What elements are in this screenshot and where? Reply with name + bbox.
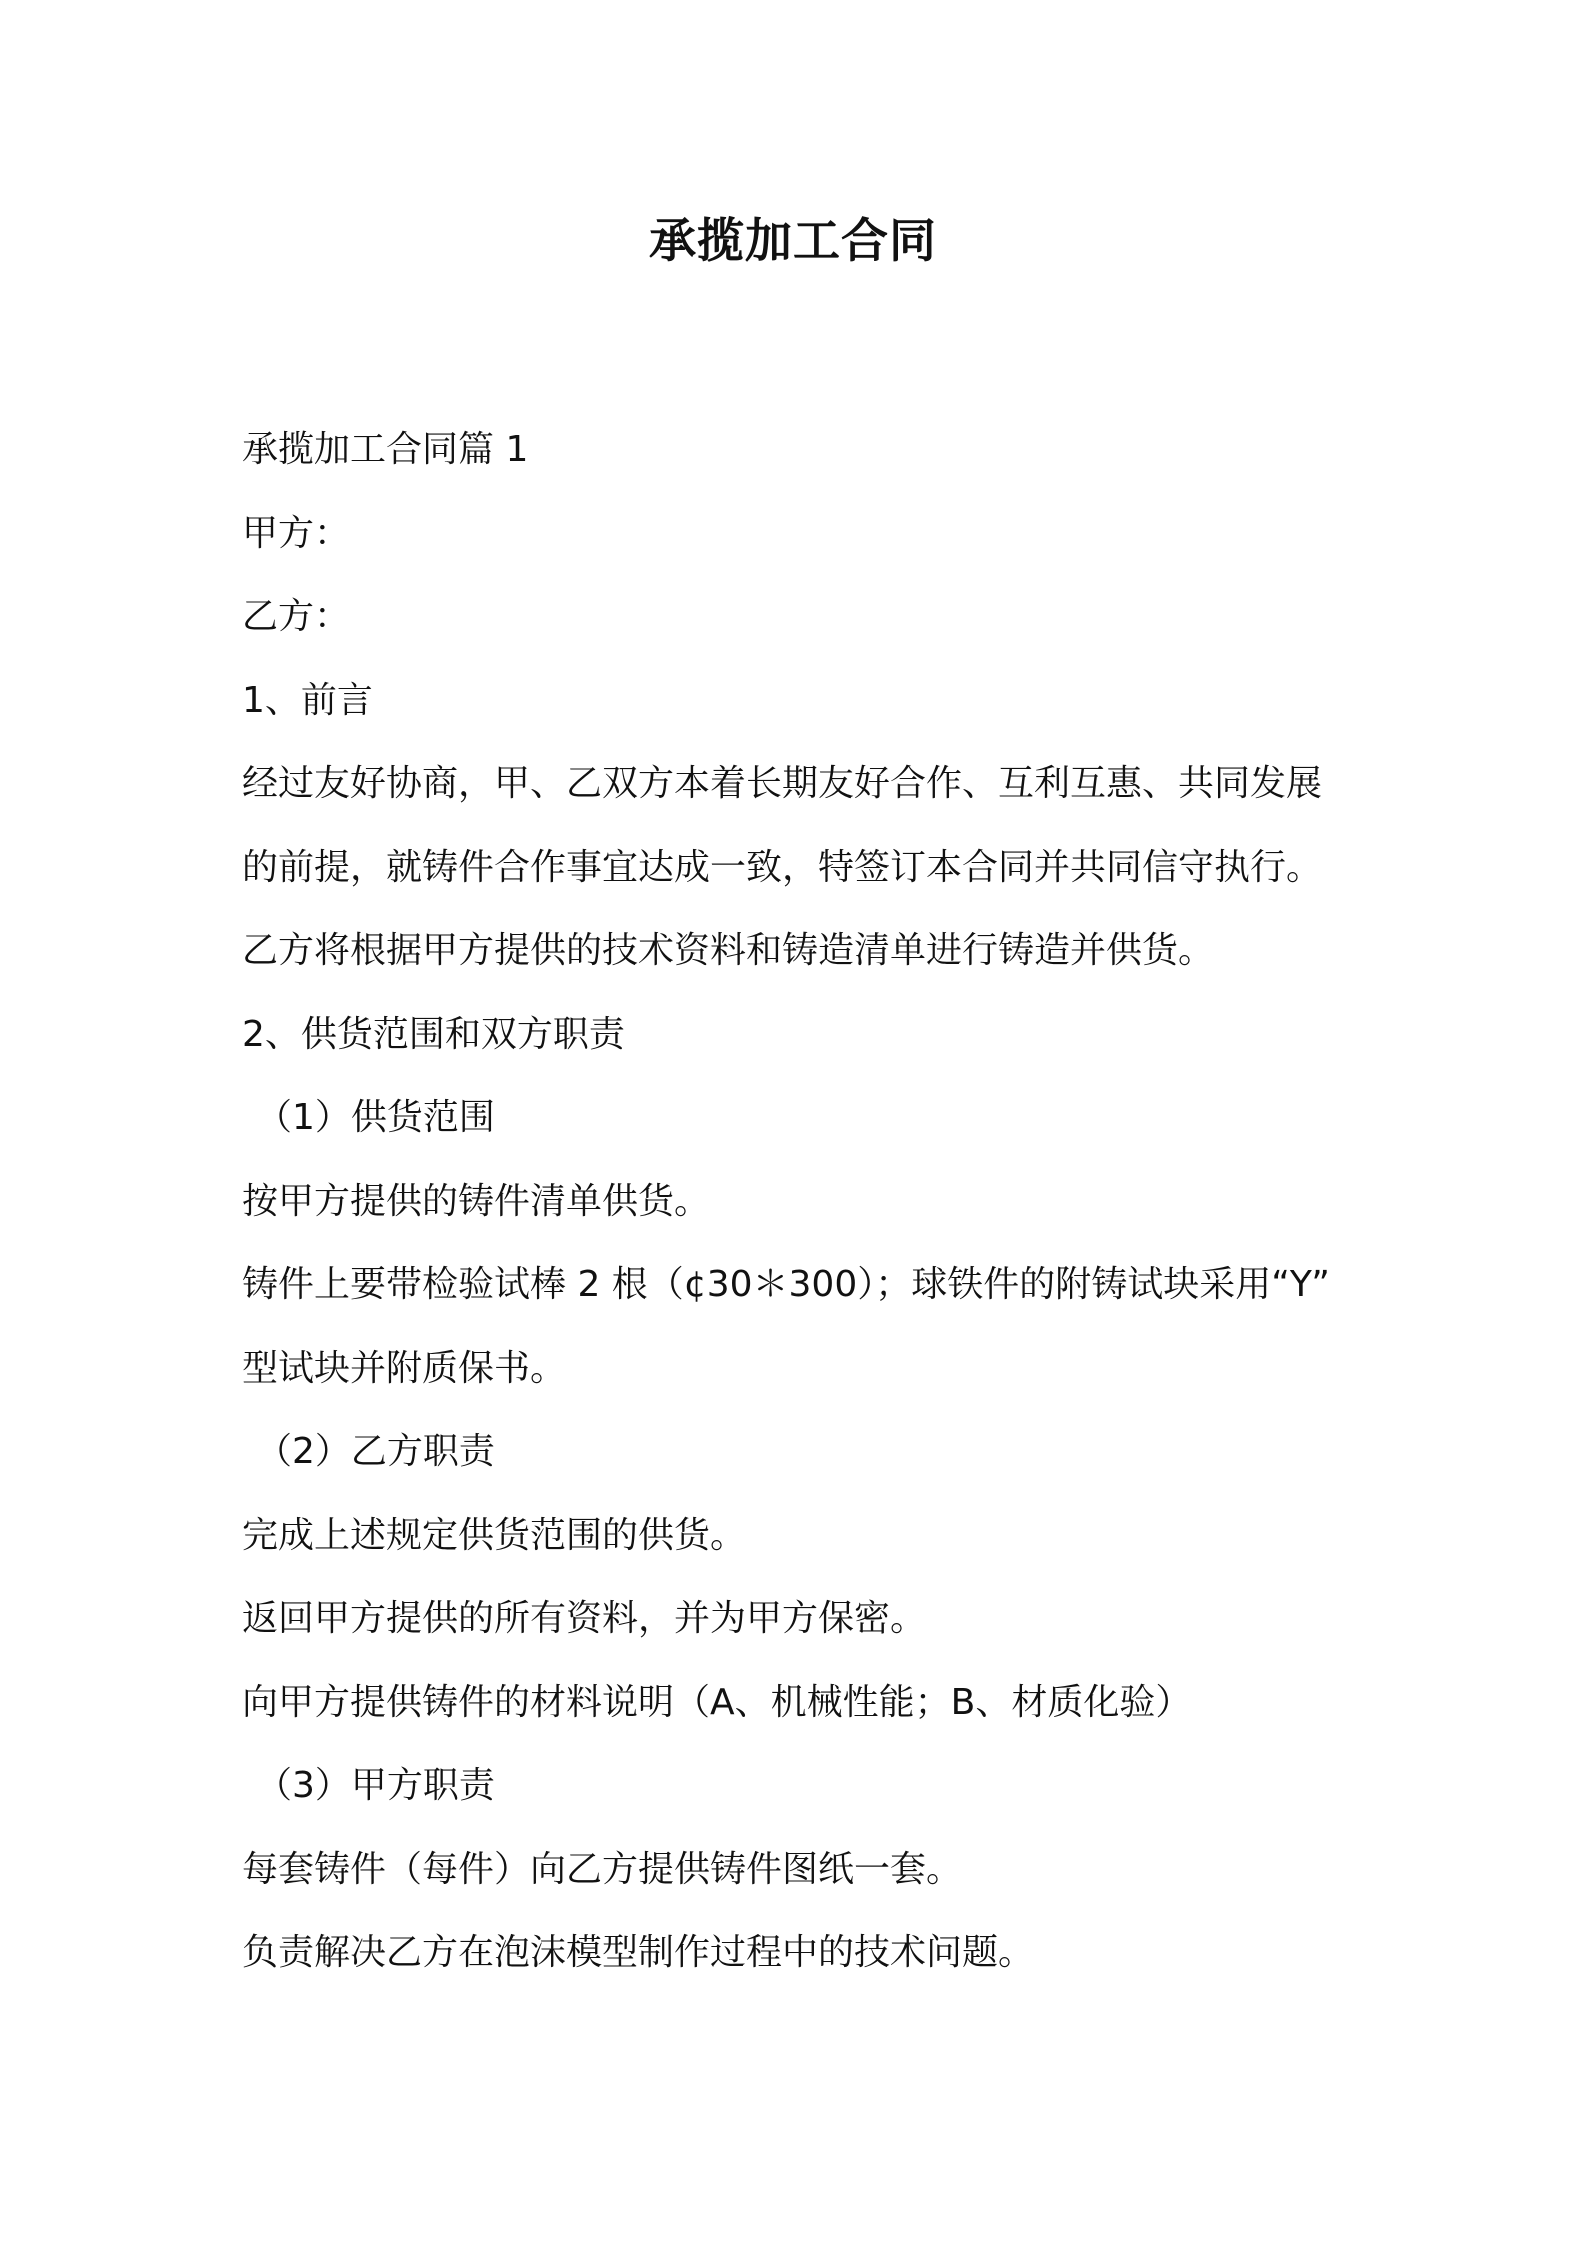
party-a-line: 甲方： (242, 512, 351, 554)
paragraph-line: 铸件上要带检验试棒 2 根（¢30＊300）；球铁件的附铸试块采用“Y” (242, 1264, 1330, 1305)
paragraph-line: 每套铸件（每件）向乙方提供铸件图纸一套。 (242, 1848, 963, 1890)
paragraph-line: 按甲方提供的铸件清单供货。 (242, 1180, 711, 1222)
paragraph-line: 向甲方提供铸件的材料说明（A、机械性能；B、材质化验） (242, 1681, 1192, 1723)
clause-heading-preface: 1、前言 (242, 679, 373, 721)
paragraph-line: 负责解决乙方在泡沫模型制作过程中的技术问题。 (242, 1932, 1035, 1973)
paragraph-line: 乙方将根据甲方提供的技术资料和铸造清单进行铸造并供货。 (242, 930, 1215, 971)
paragraph-line: 完成上述规定供货范围的供货。 (242, 1514, 747, 1556)
paragraph-line: 经过友好协商，甲、乙双方本着长期友好合作、互利互惠、共同发展 (242, 763, 1323, 804)
document-title: 承揽加工合同 (649, 214, 937, 269)
paragraph-line: 型试块并附质保书。 (242, 1347, 567, 1389)
paragraph-line: 返回甲方提供的所有资料，并为甲方保密。 (242, 1598, 927, 1639)
paragraph-line: 的前提，就铸件合作事宜达成一致，特签订本合同并共同信守执行。 (242, 846, 1323, 888)
subclause-heading: （2）乙方职责 (256, 1431, 495, 1472)
party-b-line: 乙方： (242, 596, 351, 637)
document-body (242, 408, 1392, 1995)
subclause-heading: （1）供货范围 (256, 1097, 495, 1138)
clause-heading-scope: 2、供货范围和双方职责 (242, 1013, 625, 1055)
subclause-heading: （3）甲方职责 (256, 1765, 495, 1806)
section-heading: 承揽加工合同篇 1 (242, 429, 529, 470)
